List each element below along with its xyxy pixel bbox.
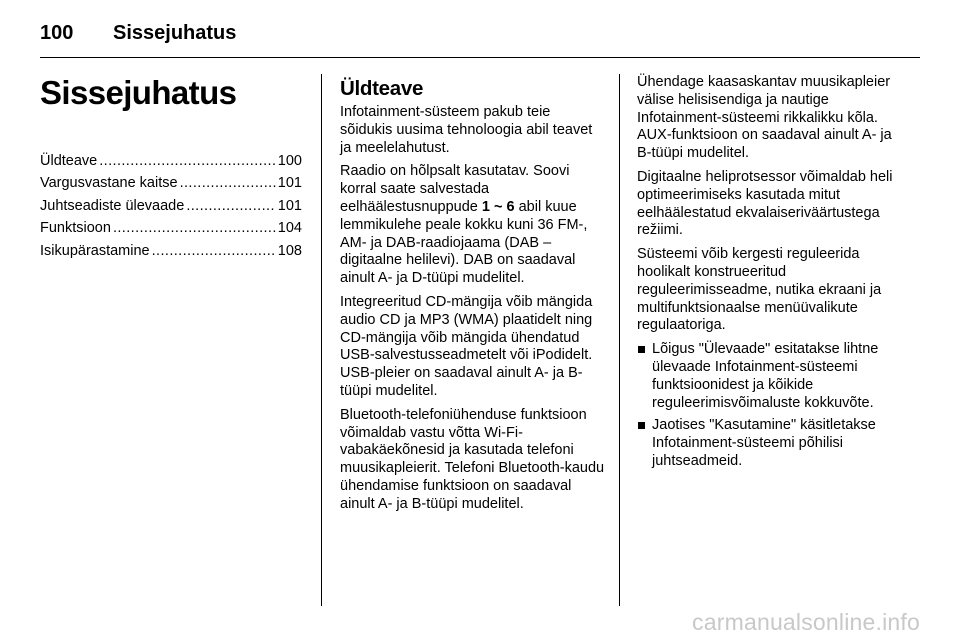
toc-entry-page: 101	[277, 175, 302, 192]
paragraph-radio	[340, 163, 605, 288]
bullet-text: Jaotises "Kasutamine" käsitletakse Infotainment-süsteemi põhilisi juhtseadmeid.	[652, 417, 876, 469]
paragraph-controls: Süsteemi võib kergesti reguleerida hoolikalt konstrueeritud reguleerimisseadme, nutika ekraani ja multifunktsionaalse menüüvalikute regulaatoriga.	[637, 246, 882, 334]
toc-entry-vargusvastane-kaitse[interactable]	[40, 172, 302, 194]
toc-entry-page: 101	[277, 197, 302, 214]
toc-leader-dots	[180, 172, 276, 194]
toc-entry-label: Vargusvastane kaitse	[40, 175, 178, 192]
page-number: 100	[40, 22, 74, 44]
toc-entry-isikuparastamine[interactable]	[40, 240, 302, 262]
running-title: Sissejuhatus	[113, 22, 237, 44]
toc-entry-juhtseadiste-ulevaade[interactable]	[40, 195, 302, 217]
toc-entry-label: Funktsioon	[40, 220, 111, 237]
paragraph-cd-player: Integreeritud CD-mängija võib mängida audio CD ja MP3 (WMA) plaatidelt ning CD-mängija võib mängida ühendatud USB-salvestusseadmetelt või iPodidelt. USB-pleier on saadaval ainult A- ja B-tüüpi mudelitel.	[340, 293, 593, 399]
toc-leader-dots	[113, 217, 276, 239]
paragraph-dsp: Digitaalne heliprotsessor võimaldab heli optimeerimiseks kasutada mitut eelhäälestatud ekvalaiseriväärtustega režiimi.	[637, 168, 893, 239]
toc-leader-dots	[152, 240, 276, 262]
toc-entry-funktsioon[interactable]	[40, 217, 302, 239]
preset-buttons-label: 1 ~ 6	[481, 198, 515, 215]
bullet-text: Lõigus "Ülevaade" esitatakse lihtne ülevaade Infotainment-süsteemi funktsioonidest ja kõikide reguleerimisvõimaluste kokkuvõte.	[652, 341, 879, 411]
toc-entry-label: Juhtseadiste ülevaade	[40, 197, 185, 214]
table-of-contents	[40, 150, 302, 262]
toc-leader-dots	[99, 150, 276, 172]
bullet-square-icon	[638, 346, 645, 353]
watermark: carmanualsonline.info	[692, 609, 920, 635]
toc-entry-page: 104	[277, 220, 302, 237]
bullet-item	[637, 341, 904, 412]
paragraph-radio-text: Raadio on hõlpsalt kasutatav. Soovi korral saate salvestada eelhäälestusnuppude	[340, 163, 570, 215]
section-heading: Üldteave	[340, 77, 424, 100]
paragraph-radio-text-end: abil kuue lemmikulehe peale kokku kuni 36 FM-, AM- ja DAB-raadiojaama (DAB – digitaalne helilevi). DAB on saadaval ainult A- ja D-tüüpi mudelitel.	[340, 198, 588, 287]
toc-entry-page: 100	[277, 153, 302, 169]
chapter-title: Sissejuhatus	[40, 74, 237, 111]
toc-entry-label: Üldteave	[40, 153, 98, 169]
column-divider-right	[619, 74, 620, 606]
page-header	[40, 14, 920, 58]
column-divider-left	[321, 74, 322, 606]
bullet-square-icon	[638, 422, 645, 429]
toc-entry-label: Isikupärastamine	[40, 242, 150, 259]
paragraph-intro: Infotainment-süsteem pakub teie sõidukis uusima tehnoloogia abil teavet ja meelelahutust.	[340, 104, 593, 156]
toc-entry-page: 108	[277, 242, 302, 259]
toc-entry-uldteave[interactable]	[40, 150, 302, 172]
text-column-middle	[340, 76, 605, 520]
bullet-item	[637, 417, 904, 470]
toc-leader-dots	[186, 195, 275, 217]
paragraph-aux: Ühendage kaasaskantav muusikapleier välise helisisendiga ja nautige Infotainment-süsteemi rikkalikku kõla. AUX-funktsioon on saadaval ainult A- ja B-tüüpi mudelitel.	[637, 74, 892, 162]
text-column-right	[637, 74, 904, 476]
paragraph-bluetooth: Bluetooth-telefoniühenduse funktsioon võimaldab vastu võtta Wi-Fi-vabakäekõnesid ja kasutada telefoni muusikapleierit. Telefoni Bluetooth-kaudu ühendamise funktsioon on saadaval ainult A- ja B-tüüpi mudelitel.	[340, 406, 605, 512]
